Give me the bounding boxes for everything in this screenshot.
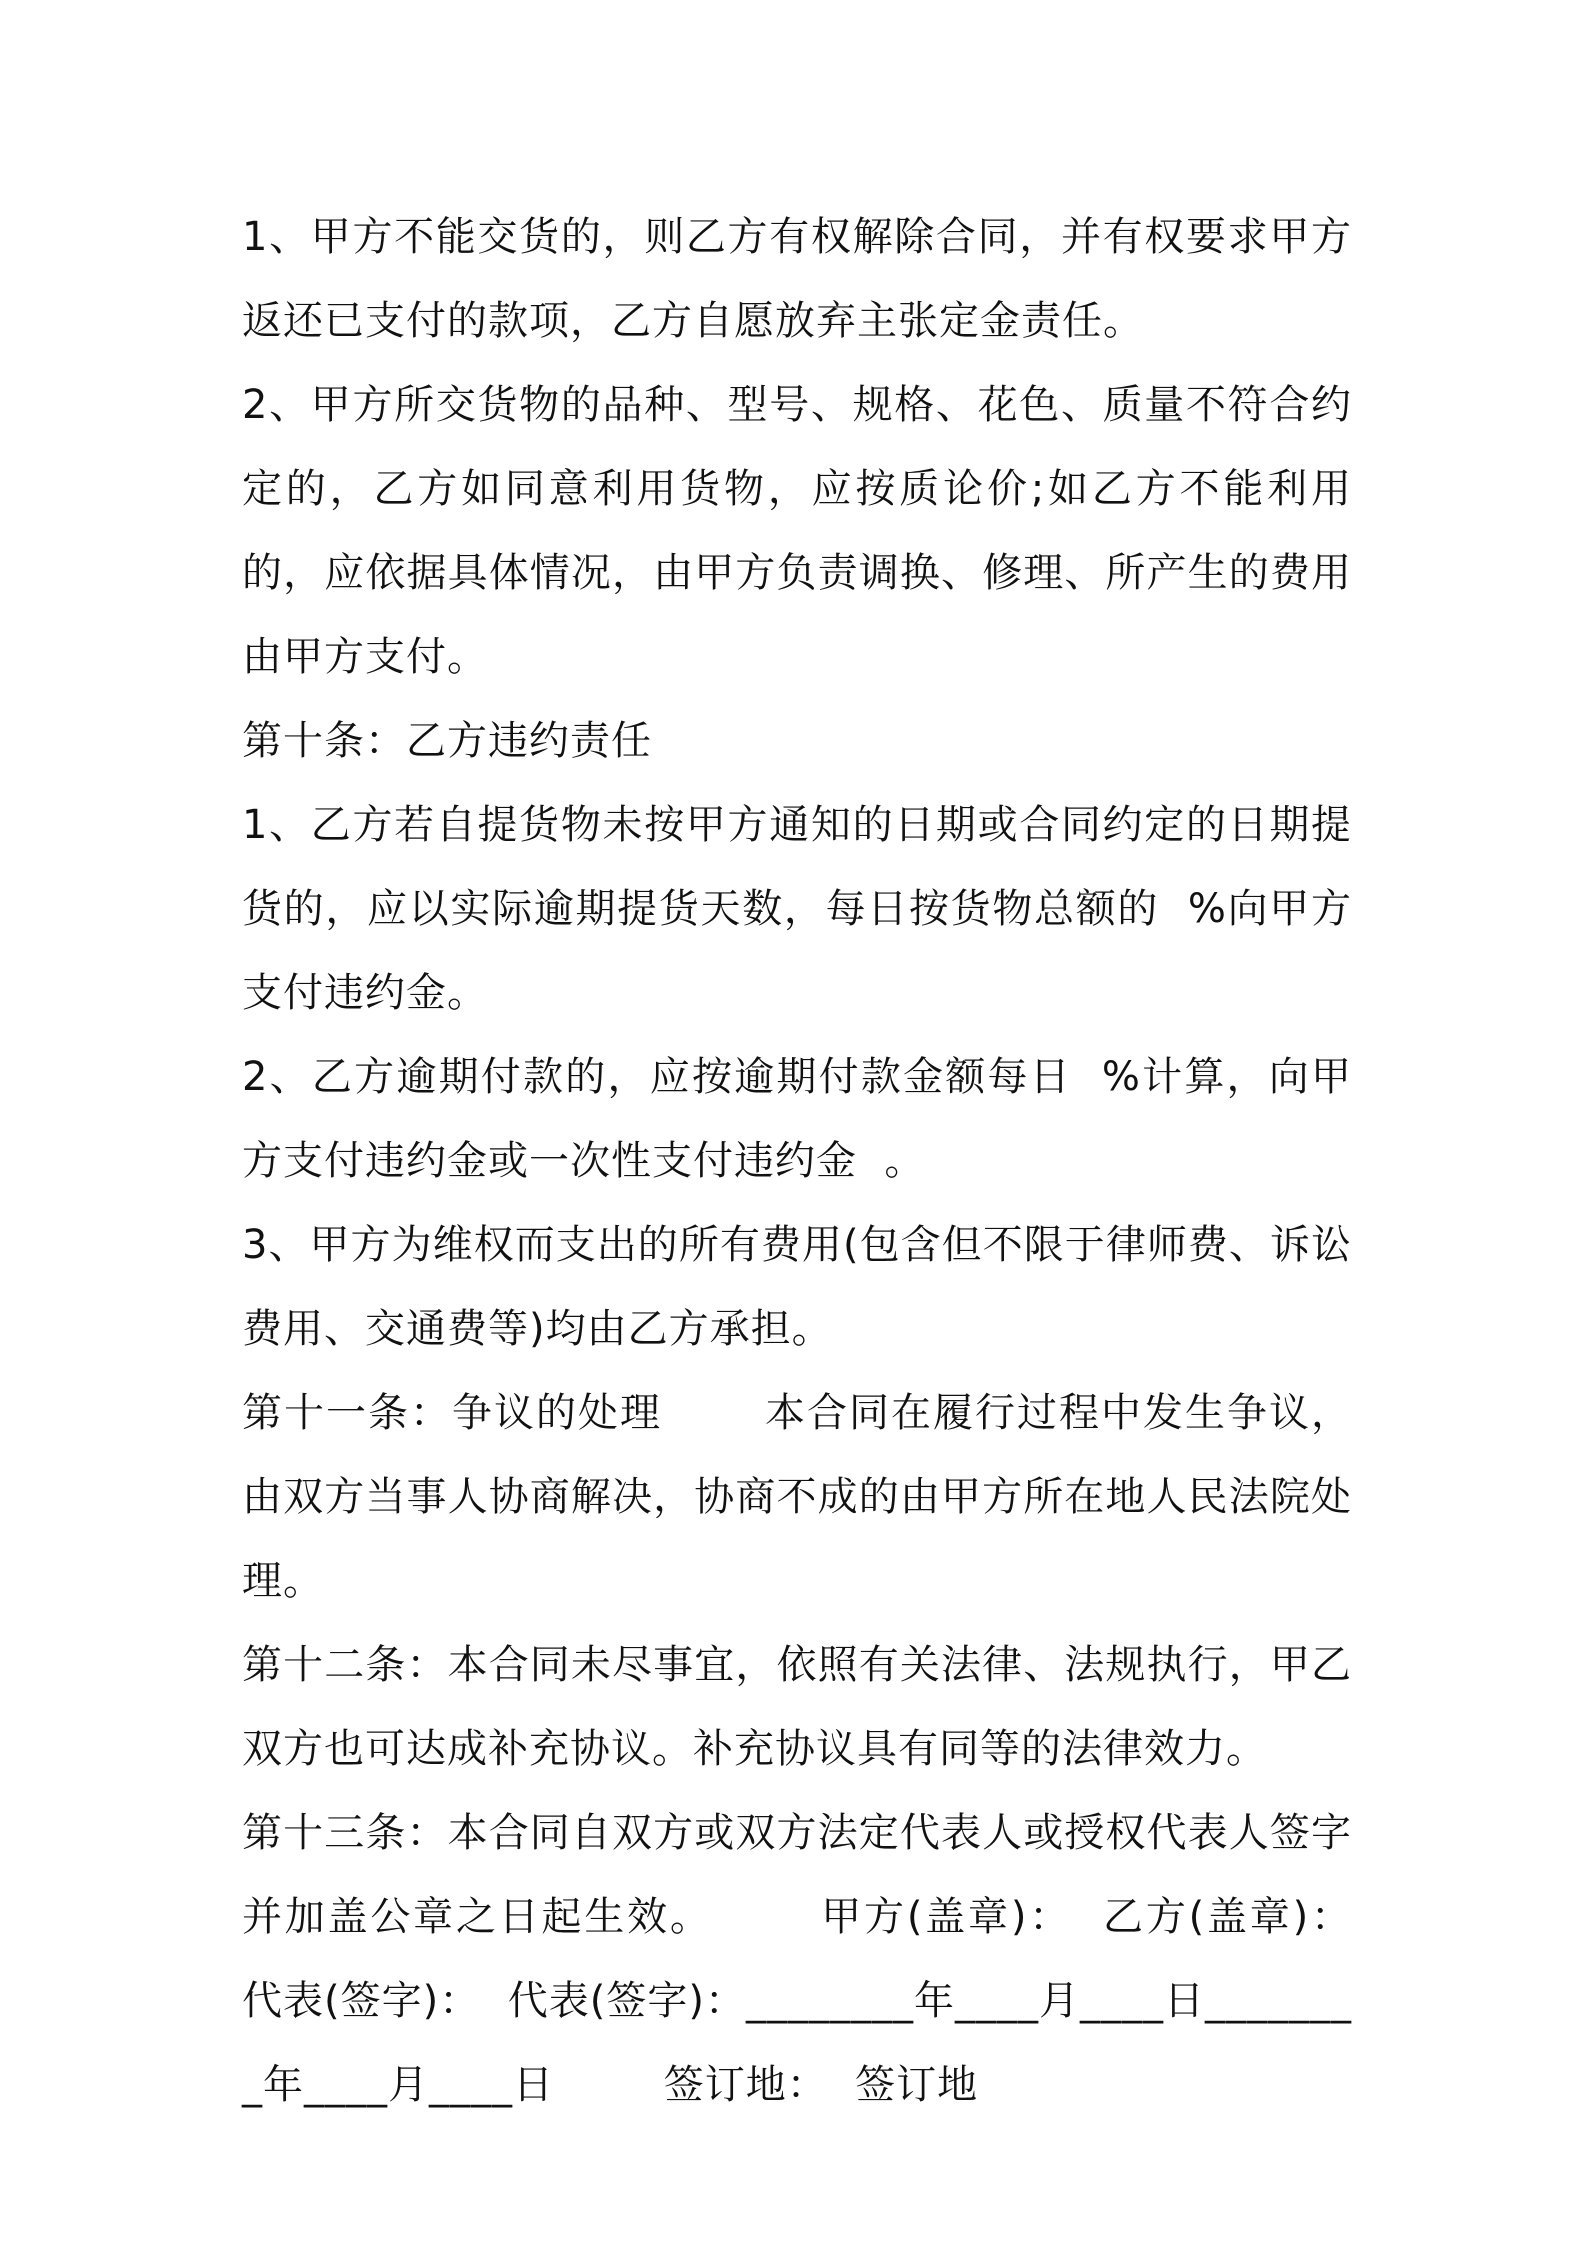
- clause-10-item-2: 2、乙方逾期付款的，应按逾期付款金额每日 %计算，向甲方支付违约金或一次性支付违约金 。: [242, 1054, 1352, 1184]
- clause-13-effective-signatures: 第十三条：本合同自双方或双方法定代表人或授权代表人签字并加盖公章之日起生效。 甲方(盖章)： 乙方(盖章)： 代表(签字)： 代表(签字)：________年____月____日________年____月____日 签订地： 签订地: [242, 1810, 1462, 2108]
- clause-11-dispute: 第十一条：争议的处理 本合同在履行过程中发生争议，由双方当事人协商解决，协商不成的由甲方所在地人民法院处理。: [242, 1390, 1352, 1604]
- contract-page: [242, 195, 1462, 2127]
- clause-12-supplement: 第十二条：本合同未尽事宜，依照有关法律、法规执行，甲乙双方也可达成补充协议。补充协议具有同等的法律效力。: [242, 1642, 1352, 1772]
- clause-9-item-2: 2、甲方所交货物的品种、型号、规格、花色、质量不符合约定的，乙方如同意利用货物，应按质论价;如乙方不能利用的，应依据具体情况，由甲方负责调换、修理、所产生的费用由甲方支付。: [242, 382, 1352, 680]
- clause-10-item-3: 3、甲方为维权而支出的所有费用(包含但不限于律师费、诉讼费用、交通费等)均由乙方承担。: [242, 1222, 1352, 1352]
- clause-10-item-1: 1、乙方若自提货物未按甲方通知的日期或合同约定的日期提货的，应以实际逾期提货天数，每日按货物总额的 %向甲方支付违约金。: [242, 802, 1352, 1016]
- clause-10-heading: 第十条：乙方违约责任: [242, 718, 652, 764]
- clause-9-item-1: 1、甲方不能交货的，则乙方有权解除合同，并有权要求甲方返还已支付的款项，乙方自愿放弃主张定金责任。: [242, 214, 1352, 344]
